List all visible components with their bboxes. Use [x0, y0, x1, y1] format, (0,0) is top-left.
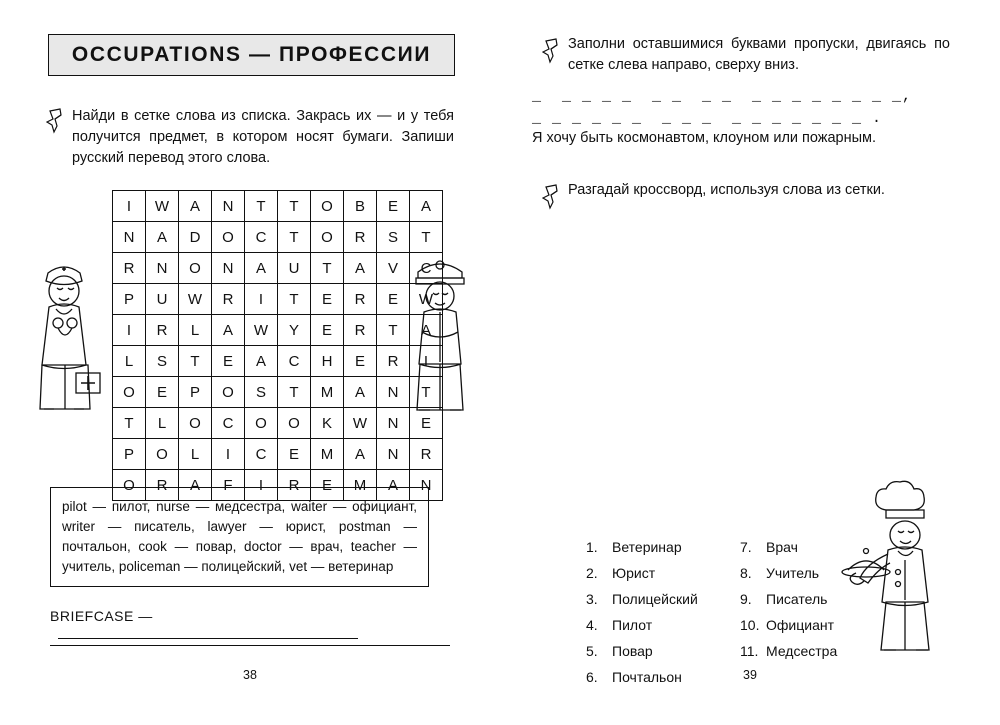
word-search-row — [113, 408, 443, 439]
word-search-cell[interactable]: A — [377, 470, 410, 501]
word-search-cell[interactable]: A — [146, 222, 179, 253]
word-search-cell[interactable]: O — [212, 222, 245, 253]
word-search-row — [113, 284, 443, 315]
word-search-cell[interactable]: T — [113, 408, 146, 439]
word-search-cell[interactable]: I — [410, 346, 443, 377]
clue-text: Учитель — [766, 565, 820, 581]
word-search-cell[interactable]: E — [410, 408, 443, 439]
word-search-cell[interactable]: I — [113, 191, 146, 222]
word-search-cell[interactable]: N — [377, 408, 410, 439]
word-search-cell[interactable]: L — [113, 346, 146, 377]
word-search-cell[interactable]: E — [377, 284, 410, 315]
word-search-cell[interactable]: C — [278, 346, 311, 377]
clue-number: 3. — [586, 591, 598, 607]
word-search-cell[interactable]: A — [212, 315, 245, 346]
word-search-cell[interactable]: I — [113, 315, 146, 346]
clue-item — [740, 560, 837, 586]
word-search-cell[interactable]: I — [212, 439, 245, 470]
pushpin-icon — [46, 108, 66, 132]
word-search-cell[interactable]: N — [377, 377, 410, 408]
word-search-cell[interactable]: O — [245, 408, 278, 439]
word-search-row — [113, 346, 443, 377]
word-search-cell[interactable]: Y — [278, 315, 311, 346]
clue-item — [740, 534, 837, 560]
clue-text: Ветеринар — [612, 539, 682, 555]
word-search-cell[interactable]: N — [377, 439, 410, 470]
word-search-row — [113, 253, 443, 284]
word-search-cell[interactable]: R — [278, 470, 311, 501]
word-search-cell[interactable]: C — [245, 439, 278, 470]
clue-text: Полицейский — [612, 591, 698, 607]
word-search-cell[interactable]: N — [212, 253, 245, 284]
clue-number: 6. — [586, 669, 598, 685]
word-search-cell[interactable]: W — [410, 284, 443, 315]
word-search-cell[interactable]: E — [311, 315, 344, 346]
word-search-cell[interactable]: E — [344, 346, 377, 377]
word-search-cell[interactable]: A — [344, 439, 377, 470]
clue-item — [740, 586, 837, 612]
briefcase-label: BRIEFCASE — — [50, 608, 153, 624]
word-search-cell[interactable]: O — [278, 408, 311, 439]
word-search-cell[interactable]: S — [377, 222, 410, 253]
briefcase-answer-line[interactable] — [58, 624, 358, 639]
word-search-cell[interactable]: E — [311, 284, 344, 315]
page-title-text: OCCUPATIONS — ПРОФЕССИИ — [71, 43, 432, 66]
clue-number: 4. — [586, 617, 598, 633]
clue-item — [586, 612, 698, 638]
word-search-cell[interactable]: O — [146, 439, 179, 470]
word-search-cell[interactable]: T — [278, 284, 311, 315]
clue-item — [740, 638, 837, 664]
word-search-cell[interactable]: R — [146, 315, 179, 346]
word-search-cell[interactable]: A — [410, 191, 443, 222]
clue-item — [586, 534, 698, 560]
word-search-row — [113, 191, 443, 222]
word-search-cell[interactable]: N — [410, 470, 443, 501]
word-search-cell[interactable]: O — [311, 222, 344, 253]
page-number-left: 38 — [243, 668, 257, 682]
word-search-cell[interactable]: O — [179, 253, 212, 284]
word-search-cell[interactable]: M — [311, 377, 344, 408]
word-search-cell[interactable]: E — [377, 191, 410, 222]
word-search-cell[interactable]: A — [245, 253, 278, 284]
word-search-cell[interactable]: F — [212, 470, 245, 501]
word-search-cell[interactable]: S — [146, 346, 179, 377]
word-search-cell[interactable]: L — [146, 408, 179, 439]
word-search-cell[interactable]: T — [179, 346, 212, 377]
clue-number: 8. — [740, 565, 752, 581]
policeman-illustration — [400, 248, 482, 421]
word-search-cell[interactable]: R — [344, 284, 377, 315]
clue-text: Повар — [612, 643, 653, 659]
word-search-cell[interactable]: M — [344, 470, 377, 501]
word-search-cell[interactable]: T — [377, 315, 410, 346]
word-search-cell[interactable]: N — [146, 253, 179, 284]
word-search-cell[interactable]: A — [179, 191, 212, 222]
word-search-cell[interactable]: B — [344, 191, 377, 222]
word-search-cell[interactable]: W — [245, 315, 278, 346]
clue-number: 7. — [740, 539, 752, 555]
word-search-cell[interactable]: O — [311, 191, 344, 222]
word-search-cell[interactable]: T — [278, 222, 311, 253]
clue-item — [586, 560, 698, 586]
word-search-cell[interactable]: C — [410, 253, 443, 284]
word-search-cell[interactable]: T — [278, 191, 311, 222]
word-search-cell[interactable]: W — [344, 408, 377, 439]
word-search-cell[interactable]: S — [245, 377, 278, 408]
word-search-cell[interactable]: U — [146, 284, 179, 315]
word-search-cell[interactable]: L — [179, 315, 212, 346]
word-search-cell[interactable]: A — [245, 346, 278, 377]
clue-number: 11. — [740, 643, 759, 659]
word-search-cell[interactable]: K — [311, 408, 344, 439]
clue-text: Медсестра — [766, 643, 838, 659]
task-2-text: Заполни оставшимися буквами пропуски, двигаясь по сетке слева направо, сверху вниз. — [568, 36, 950, 73]
word-search-cell[interactable]: T — [278, 377, 311, 408]
task-3-text: Разгадай кроссворд, используя слова из сетки. — [568, 182, 885, 198]
word-search-cell[interactable]: R — [113, 253, 146, 284]
word-search-cell[interactable]: P — [113, 439, 146, 470]
word-search-cell[interactable]: O — [179, 408, 212, 439]
clue-item — [586, 586, 698, 612]
clue-number: 1. — [586, 539, 598, 555]
word-search-cell[interactable]: T — [311, 253, 344, 284]
word-search-row — [113, 439, 443, 470]
word-search-cell[interactable]: M — [311, 439, 344, 470]
word-search-cell[interactable]: E — [146, 377, 179, 408]
clue-list-right — [700, 534, 837, 664]
word-search-cell[interactable]: A — [344, 253, 377, 284]
clue-item — [740, 612, 837, 638]
word-search-cell[interactable]: R — [146, 470, 179, 501]
chef-illustration — [838, 480, 968, 660]
clue-text: Официант — [766, 617, 834, 633]
clue-text: Почтальон — [612, 669, 682, 685]
word-search-grid[interactable] — [112, 190, 443, 501]
word-search-cell[interactable]: R — [377, 346, 410, 377]
clue-number: 5. — [586, 643, 598, 659]
word-search-cell[interactable]: A — [344, 377, 377, 408]
word-search-cell[interactable]: O — [113, 377, 146, 408]
word-search-cell[interactable]: I — [245, 470, 278, 501]
word-search-cell[interactable]: N — [212, 191, 245, 222]
blank-line-1[interactable]: _ _ _ _ _ _ _ _ _ _ _ _ _ _ _ _ _, — [532, 88, 913, 105]
word-search-cell[interactable]: W — [146, 191, 179, 222]
word-search-cell[interactable]: E — [278, 439, 311, 470]
word-search-cell[interactable]: R — [344, 222, 377, 253]
clue-text: Пилот — [612, 617, 653, 633]
blank-line-2[interactable]: _ _ _ _ _ _ _ _ _ _ _ _ _ _ _ _ . — [532, 110, 883, 127]
word-list-text: pilot — пилот, nurse — медсестра, waiter — официант, writer — писатель, lawyer — юрист, postman — почтальон, cook — повар, doctor — врач, teacher — учитель, policeman — полицейский, vet — ветеринар — [62, 499, 417, 574]
word-search-row — [113, 222, 443, 253]
word-search-cell[interactable]: U — [278, 253, 311, 284]
word-search-cell[interactable]: A — [410, 315, 443, 346]
word-search-cell[interactable]: O — [212, 377, 245, 408]
word-search-cell[interactable]: A — [179, 470, 212, 501]
word-search-cell[interactable]: C — [245, 222, 278, 253]
answer-sentence: Я хочу быть космонавтом, клоуном или пожарным. — [532, 130, 877, 146]
word-search-cell[interactable]: R — [344, 315, 377, 346]
word-search-cell[interactable]: T — [410, 377, 443, 408]
clue-number: 2. — [586, 565, 598, 581]
word-search-cell[interactable]: P — [113, 284, 146, 315]
clue-number: 10. — [740, 617, 760, 633]
clue-list-left — [546, 534, 698, 690]
word-search-cell[interactable]: P — [179, 377, 212, 408]
word-search-row — [113, 315, 443, 346]
clue-text: Юрист — [612, 565, 656, 581]
word-search-row — [113, 377, 443, 408]
word-search-cell[interactable]: W — [179, 284, 212, 315]
word-search-cell[interactable]: V — [377, 253, 410, 284]
pushpin-icon — [542, 184, 562, 208]
pushpin-icon — [542, 38, 562, 62]
briefcase-answer — [50, 608, 450, 642]
word-search-cell[interactable]: T — [410, 222, 443, 253]
clue-item — [586, 638, 698, 664]
task-1-text: Найди в сетке слова из списка. Закрась их — и у тебя получится предмет, в котором носят бумаги. Запиши русский перевод этого слова. — [72, 108, 454, 166]
word-search-cell[interactable]: I — [245, 284, 278, 315]
answer-rule — [50, 645, 450, 646]
word-search-cell[interactable]: D — [179, 222, 212, 253]
word-search-cell[interactable]: R — [410, 439, 443, 470]
word-search-cell[interactable]: N — [113, 222, 146, 253]
nurse-illustration — [24, 245, 106, 420]
word-search-cell[interactable]: L — [179, 439, 212, 470]
word-search-cell[interactable]: E — [311, 470, 344, 501]
page-right — [500, 0, 1000, 725]
word-search-cell[interactable]: O — [113, 470, 146, 501]
word-search-cell[interactable]: C — [212, 408, 245, 439]
page-number-right: 39 — [743, 668, 757, 682]
clue-text: Врач — [766, 539, 798, 555]
clue-text: Писатель — [766, 591, 828, 607]
word-search-cell[interactable]: H — [311, 346, 344, 377]
word-list-box — [50, 487, 429, 587]
clue-number: 9. — [740, 591, 752, 607]
word-search-cell[interactable]: T — [245, 191, 278, 222]
word-search-cell[interactable]: E — [212, 346, 245, 377]
page-title — [48, 34, 455, 76]
word-search-cell[interactable]: R — [212, 284, 245, 315]
